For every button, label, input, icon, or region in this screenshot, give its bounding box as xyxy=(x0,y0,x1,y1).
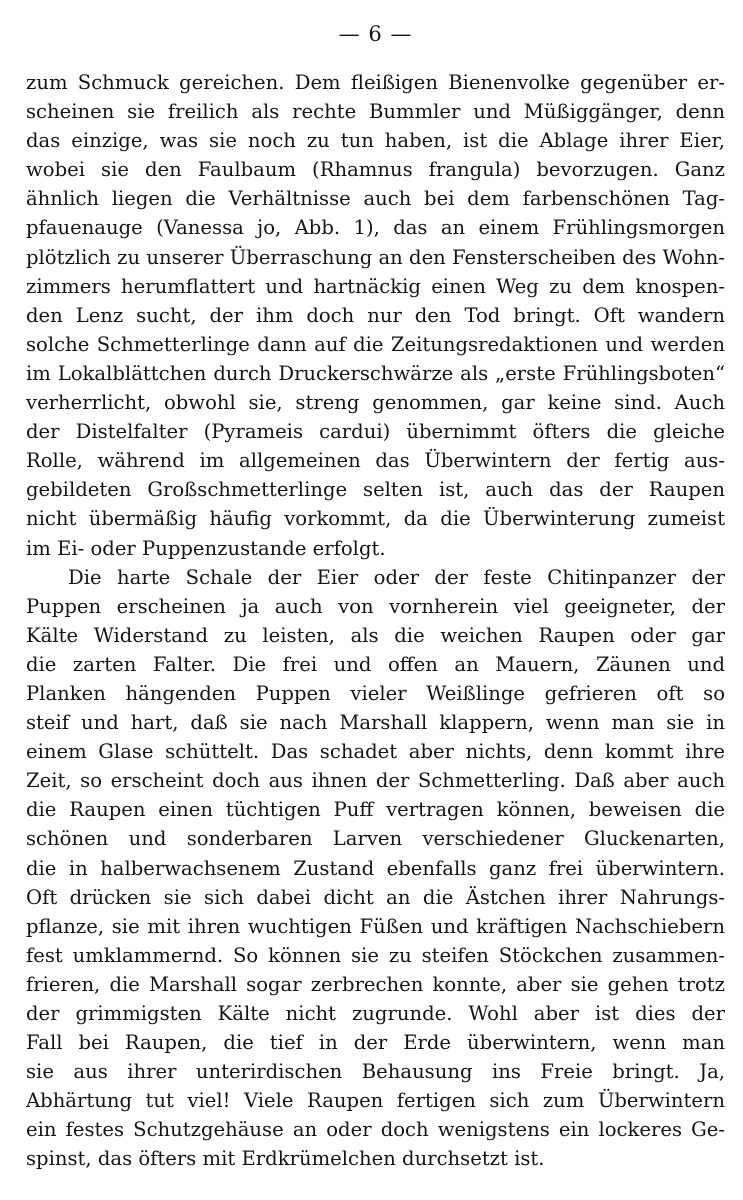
text-line: Puppen erscheinen ja auch von vornherein viel geeigneter, der xyxy=(26,594,725,618)
text-line: spinst, das öfters mit Erdkrümelchen durchsetzt ist. xyxy=(26,1147,545,1171)
text-line: die Raupen einen tüchtigen Puff vertragen können, beweisen die xyxy=(26,798,725,822)
text-line: pflanze, sie mit ihren wuchtigen Füßen und kräftigen Nachschiebern xyxy=(26,914,725,938)
text-line: zimmers herumflattert und hartnäckig einen Weg zu dem knospen- xyxy=(26,274,725,298)
text-line: plötzlich zu unserer Überraschung an den Fensterscheiben des Wohn- xyxy=(26,245,725,269)
text-line: sie aus ihrer unterirdischen Behausung ins Freie bringt. Ja, xyxy=(26,1060,725,1084)
text-line: Planken hängenden Puppen vieler Weißlinge gefrieren oft so xyxy=(26,681,725,705)
text-line: gebildeten Großschmetterlinge selten ist, auch das der Raupen xyxy=(26,478,725,502)
text-line: fest umklammernd. So können sie zu steifen Stöckchen zusammen- xyxy=(26,943,725,967)
text-line: ein festes Schutzgehäuse an oder doch wenigstens ein lockeres Ge- xyxy=(26,1118,725,1142)
text-line: frieren, die Marshall sogar zerbrechen konnte, aber sie gehen trotz xyxy=(26,972,725,996)
text-line: im Lokalblättchen durch Druckerschwärze als „erste Frühlingsboten“ xyxy=(26,361,725,385)
text-line: Die harte Schale der Eier oder der feste Chitinpanzer der xyxy=(68,565,725,589)
text-line: Rolle, während im allgemeinen das Überwintern der fertig aus- xyxy=(26,449,725,473)
text-line: steif und hart, daß sie nach Marshall klappern, wenn man sie in xyxy=(26,711,725,735)
text-line: schönen und sonderbaren Larven verschiedener Gluckenarten, xyxy=(26,827,725,851)
text-line: den Lenz sucht, der ihm doch nur den Tod bringt. Oft wandern xyxy=(26,303,725,327)
text-line: solche Schmetterlinge dann auf die Zeitungsredaktionen und werden xyxy=(26,332,725,356)
text-line: zum Schmuck gereichen. Dem fleißigen Bienenvolke gegenüber er- xyxy=(26,71,725,94)
body-text xyxy=(26,68,725,1174)
text-line: die zarten Falter. Die frei und offen an Mauern, Zäunen und xyxy=(26,652,725,676)
paragraph-1 xyxy=(26,68,725,563)
text-line: ähnlich liegen die Verhältnisse auch bei dem farbenschönen Tag- xyxy=(26,187,725,211)
text-line: das einzige, was sie noch zu tun haben, ist die Ablage ihrer Eier, xyxy=(26,129,725,153)
text-line: die in halberwachsenem Zustand ebenfalls ganz frei überwintern. xyxy=(26,856,725,880)
text-line: pfauenauge (Vanessa jo, Abb. 1), das an einem Frühlingsmorgen xyxy=(26,216,725,240)
text-line: Zeit, so erscheint doch aus ihnen der Schmetterling. Daß aber auch xyxy=(26,769,725,793)
page-number: — 6 — xyxy=(338,22,413,46)
text-line: Oft drücken sie sich dabei dicht an die Ästchen ihrer Nahrungs- xyxy=(26,885,725,909)
text-line: wobei sie den Faulbaum (Rhamnus frangula) bevorzugen. Ganz xyxy=(26,158,725,182)
text-line: scheinen sie freilich als rechte Bummler und Müßiggänger, denn xyxy=(26,100,725,124)
text-line: verherrlicht, obwohl sie, streng genommen, gar keine sind. Auch xyxy=(26,391,725,415)
paragraph-2 xyxy=(26,563,725,1174)
text-line: einem Glase schüttelt. Das schadet aber nichts, denn kommt ihre xyxy=(26,740,725,764)
text-line: Abhärtung tut viel! Viele Raupen fertigen sich zum Überwintern xyxy=(26,1089,725,1113)
text-line: nicht übermäßig häufig vorkommt, da die Überwinterung zumeist xyxy=(26,507,725,531)
text-line: im Ei- oder Puppenzustande erfolgt. xyxy=(26,536,386,560)
text-line: der grimmigsten Kälte nicht zugrunde. Wohl aber ist dies der xyxy=(26,1002,725,1025)
text-line: der Distelfalter (Pyrameis cardui) übernimmt öfters die gleiche xyxy=(26,420,725,444)
text-line: Kälte Widerstand zu leisten, als die weichen Raupen oder gar xyxy=(26,623,725,647)
text-line: Fall bei Raupen, die tief in der Erde überwintern, wenn man xyxy=(26,1031,725,1055)
